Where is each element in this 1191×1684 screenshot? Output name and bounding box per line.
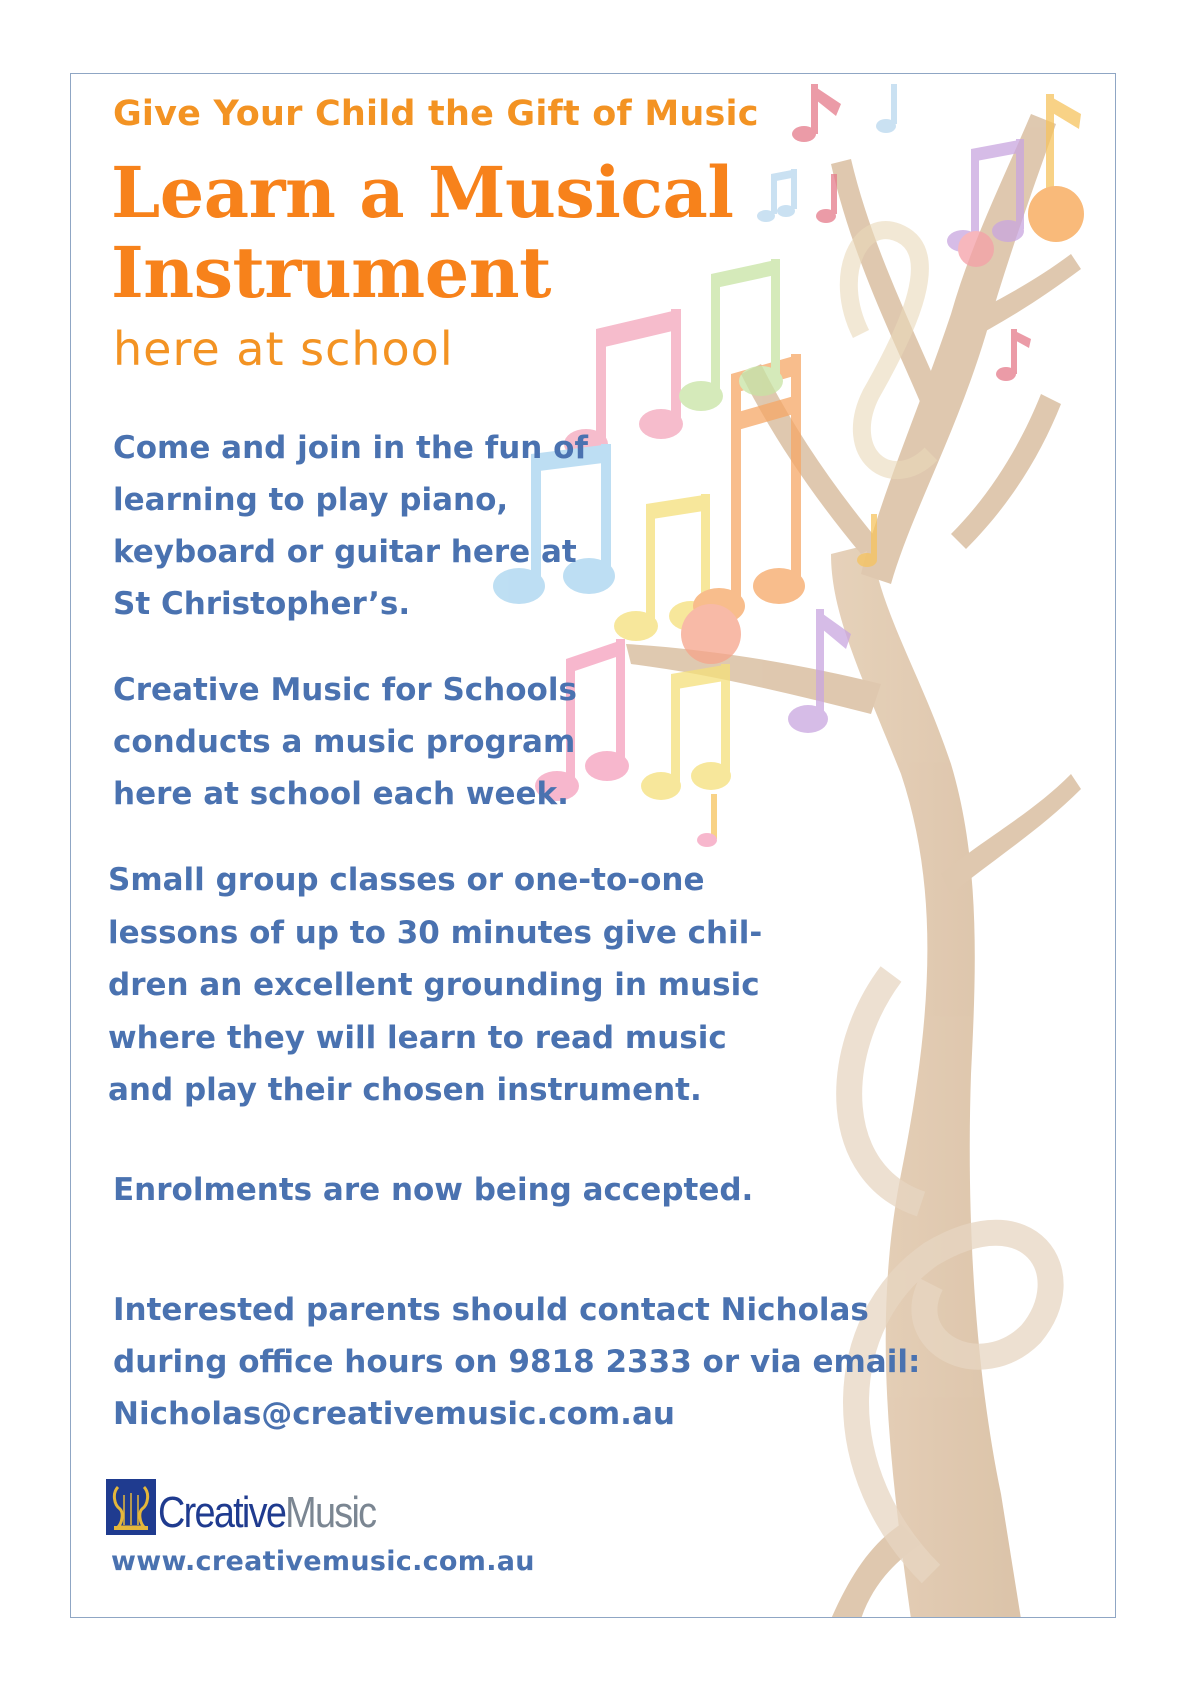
paragraph-contact (113, 1284, 920, 1440)
title-line-1: Learn a Musical (111, 151, 734, 234)
logo-word-music: Music (285, 1488, 376, 1537)
paragraph-line: and play their chosen instrument. (108, 1072, 702, 1108)
paragraph-line: Small group classes or one-to-one (108, 862, 705, 898)
paragraph-line: Enrolments are now being accepted. (113, 1172, 754, 1208)
paragraph-classes (108, 854, 762, 1117)
creative-music-logo (106, 1479, 411, 1535)
paragraph-line: during office hours on 9818 2333 or via email: (113, 1344, 921, 1380)
paragraph-program (113, 664, 577, 820)
lyre-icon (106, 1479, 156, 1535)
title-line-2: Instrument (111, 231, 551, 314)
paragraph-line: Interested parents should contact Nicholas (113, 1292, 869, 1328)
paragraph-enrolments (113, 1164, 753, 1216)
paragraph-line: St Christopher’s. (113, 586, 411, 622)
paragraph-line: learning to play piano, (113, 482, 509, 518)
paragraph-line: dren an excellent grounding in music (108, 967, 760, 1003)
paragraph-line: Come and join in the fun of (113, 430, 588, 466)
paragraph-line: keyboard or guitar here at (113, 534, 577, 570)
poster-frame (70, 73, 1116, 1618)
contact-email[interactable]: Nicholas@creativemusic.com.au (113, 1396, 675, 1432)
paragraph-line: here at school each week. (113, 776, 569, 812)
paragraph-line: Creative Music for Schools (113, 672, 577, 708)
subtitle: here at school (113, 322, 454, 376)
logo-word-creative: Creative (158, 1488, 286, 1537)
website-link[interactable]: www.creativemusic.com.au (111, 1546, 535, 1577)
paragraph-line: where they will learn to read music (108, 1019, 727, 1056)
tagline: Give Your Child the Gift of Music (113, 94, 759, 134)
paragraph-line: conducts a music program (113, 724, 576, 760)
paragraph-intro (113, 422, 588, 630)
logo-wordmark (158, 1488, 376, 1537)
paragraph-line: lessons of up to 30 minutes give chil- (108, 914, 763, 951)
